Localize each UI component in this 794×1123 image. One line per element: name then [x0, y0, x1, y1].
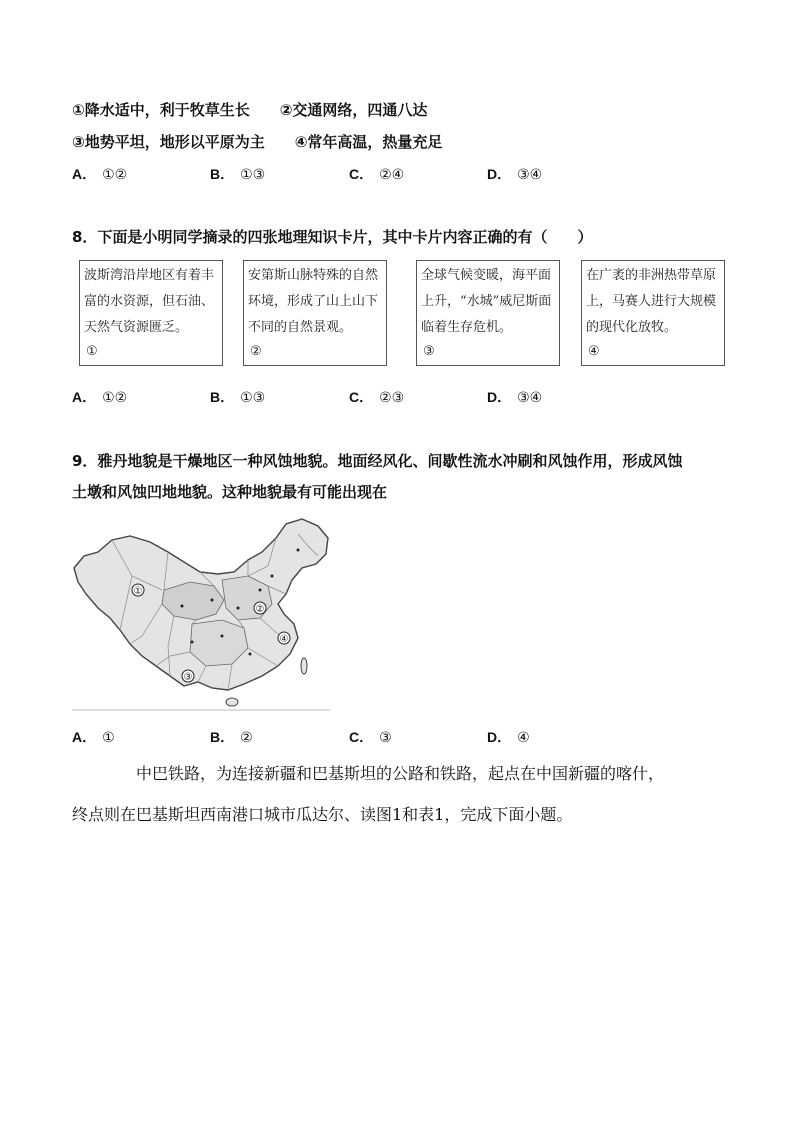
- q9-option-c[interactable]: [349, 727, 392, 748]
- option-letter: C．: [349, 166, 374, 182]
- q9-option-a[interactable]: [72, 727, 115, 748]
- option-text: ②④: [379, 167, 405, 183]
- option-text: ①③: [240, 167, 266, 183]
- q8-card-2: [243, 260, 387, 366]
- q7-statements-row2: ③地势平坦，地形以平原为主 ④常年高温，热量充足: [72, 133, 443, 151]
- option-text: ②③: [379, 390, 405, 406]
- option-letter: A．: [72, 166, 97, 182]
- china-map-figure: [72, 516, 330, 712]
- option-text: ①②: [102, 167, 128, 183]
- card-text: 波斯湾沿岸地区有着丰富的水资源，但石油、天然气资源匮乏。: [84, 268, 215, 335]
- passage-line1: 中巴铁路，为连接新疆和巴基斯坦的公路和铁路，起点在中国新疆的喀什，: [136, 764, 665, 783]
- option-text: ①: [102, 730, 115, 746]
- card-number: ③: [423, 344, 435, 359]
- option-text: ①③: [240, 390, 266, 406]
- card-number: ②: [250, 344, 262, 359]
- passage-line2: 终点则在巴基斯坦西南港口城市瓜达尔、读图1和表1，完成下面小题。: [72, 805, 573, 824]
- q7-option-d[interactable]: [487, 164, 542, 185]
- q8-option-c[interactable]: [349, 387, 404, 408]
- option-letter: D．: [487, 166, 512, 182]
- q7-statements-row1: ①降水适中，利于牧草生长 ②交通网络，四通八达: [72, 101, 428, 119]
- option-text: ③④: [517, 390, 543, 406]
- option-letter: A．: [72, 389, 97, 405]
- option-letter: A．: [72, 729, 97, 745]
- option-letter: B．: [210, 729, 235, 745]
- map-label-2: ②: [255, 604, 265, 615]
- q8-option-d[interactable]: [487, 387, 542, 408]
- q8-option-a[interactable]: [72, 387, 127, 408]
- card-number: ④: [588, 344, 600, 359]
- option-text: ②: [240, 730, 253, 746]
- option-text: ①②: [102, 390, 128, 406]
- option-letter: B．: [210, 389, 235, 405]
- q8-option-b[interactable]: [210, 387, 265, 408]
- q8-card-3: [416, 260, 560, 366]
- q8-card-4: [581, 260, 725, 366]
- option-letter: C．: [349, 389, 374, 405]
- q7-option-b[interactable]: [210, 164, 265, 185]
- card-number: ①: [86, 344, 98, 359]
- q9-option-d[interactable]: [487, 727, 530, 748]
- q9-option-b[interactable]: [210, 727, 253, 748]
- option-text: ③: [379, 730, 392, 746]
- card-text: 全球气候变暖，海平面上升，“水城”威尼斯面临着生存危机。: [421, 268, 552, 335]
- q9-stem-line1: 9．雅丹地貌是干燥地区一种风蚀地貌。地面经风化、间歇性流水冲刷和风蚀作用，形成风蚀: [72, 452, 683, 470]
- card-text: 在广袤的非洲热带草原上，马赛人进行大规模的现代化放牧。: [586, 268, 717, 335]
- map-label-4: ④: [279, 634, 289, 645]
- option-text: ③④: [517, 167, 543, 183]
- q7-option-c[interactable]: [349, 164, 404, 185]
- q8-card-1: [79, 260, 223, 366]
- q9-stem-line2: 土墩和风蚀凹地地貌。这种地貌最有可能出现在: [72, 483, 388, 501]
- q7-option-a[interactable]: [72, 164, 127, 185]
- q8-stem: 8．下面是小明同学摘录的四张地理知识卡片，其中卡片内容正确的有（ ）: [72, 228, 593, 246]
- card-text: 安第斯山脉特殊的自然环境，形成了山上山下不同的自然景观。: [248, 268, 379, 335]
- option-letter: D．: [487, 389, 512, 405]
- map-label-1: ①: [133, 586, 143, 597]
- china-map-svg: [72, 516, 330, 712]
- option-text: ④: [517, 730, 530, 746]
- map-marker-2: [254, 602, 266, 615]
- map-label-3: ③: [183, 672, 193, 683]
- map-island: [301, 658, 307, 674]
- map-marker-4: [278, 632, 290, 645]
- map-marker-1: [132, 584, 144, 597]
- map-marker-3: [182, 670, 194, 683]
- map-island: [226, 698, 238, 706]
- option-letter: D．: [487, 729, 512, 745]
- option-letter: B．: [210, 166, 235, 182]
- option-letter: C．: [349, 729, 374, 745]
